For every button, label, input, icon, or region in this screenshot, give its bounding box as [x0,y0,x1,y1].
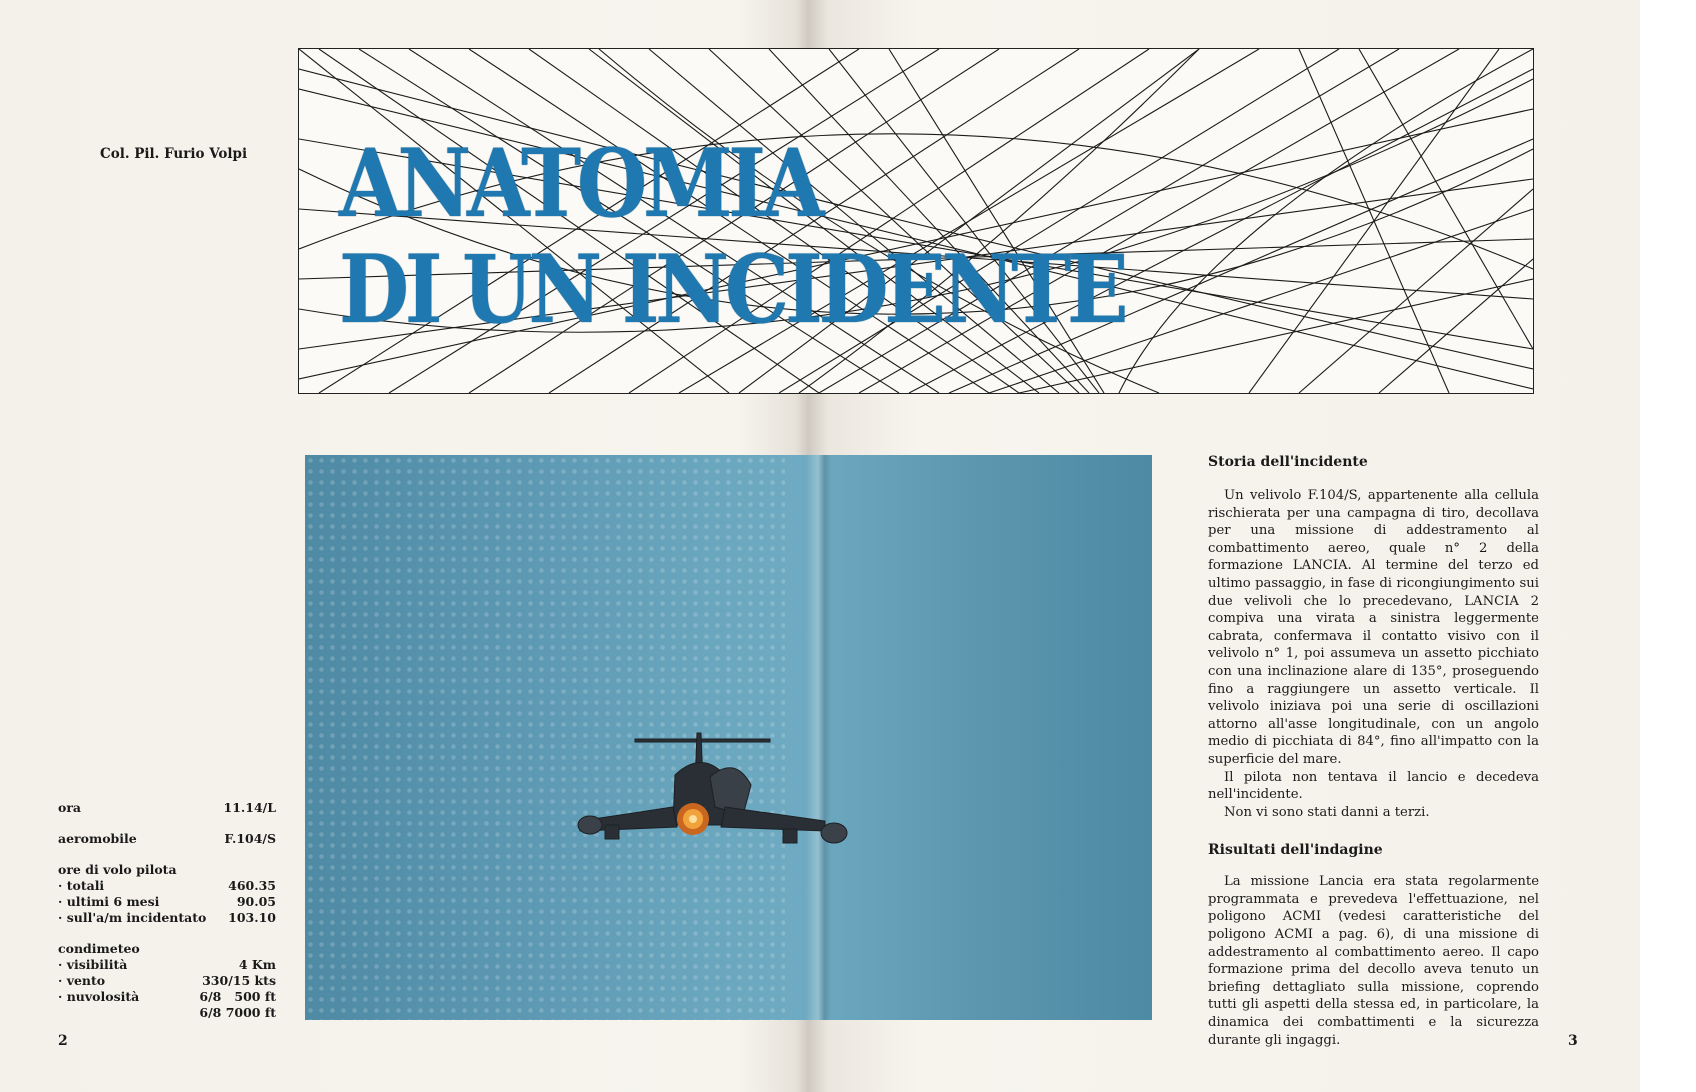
right-tank [821,823,847,843]
jet-silhouette [305,455,1152,1020]
paragraph: La missione Lancia era stata regolarmente programmata e prevedeva l'effettuazione, nel poligono ACMI (vedesi caratteristiche del poligono ACMI a pag. 6), di una missione di addestramento al combattimento aereo. Il capo formazione prima del decollo aveva tenuto un briefing dettagliato sulla missione, coprendo tutti gli aspetti della stessa ed, in particolare, la dinamica dei combattimenti e la sicurezza durante gli ingaggi. [1208,874,1539,1048]
left-pylon [605,825,619,839]
stat-value: 103.10 [228,910,276,925]
paragraph: Il pilota non tentava il lancio e decedeva nell'incidente. [1208,769,1539,803]
stat-group-label: condimeteo [58,941,140,956]
stat-value: 90.05 [236,894,276,909]
stat-label: · nuvolosità [58,989,140,1004]
stat-vento [58,973,276,989]
section-heading-storia: Storia dell'incidente [1208,454,1368,470]
page-number-right: 3 [1568,1033,1578,1049]
incident-data-panel [58,800,276,1021]
stat-ore-volo-heading [58,862,276,878]
stat-group-label: ore di volo pilota [58,862,177,877]
stat-label: ora [58,800,82,815]
stat-label: · vento [58,973,106,988]
section-heading-risultati: Risultati dell'indagine [1208,842,1383,859]
stat-value: 6/8 500 ft [199,989,276,1004]
stat-value: 330/15 kts [202,973,276,988]
left-tank [578,816,602,834]
title-line-1: ANATOMIA [339,129,821,239]
title-graphic [298,48,1534,394]
stat-value: 4 Km [238,957,276,972]
stat-label: aeromobile [58,831,137,846]
page-number-left: 2 [58,1033,68,1049]
stat-visibilita [58,957,276,973]
stat-value: 460.35 [228,878,276,893]
stat-label: · totali [58,878,105,893]
tailplane [635,739,770,742]
article-text [1208,453,1539,1049]
stat-aeromobile [58,831,276,847]
stat-label: · visibilità [58,957,128,972]
author-byline: Col. Pil. Furio Volpi [100,146,248,162]
stat-label: · ultimi 6 mesi [58,894,160,909]
stat-label: · sull'a/m incidentato [58,910,207,925]
stat-ultimi [58,894,276,910]
paragraph: Un velivolo F.104/S, appartenente alla cellula rischierata per una campagna di tiro, decollava per una missione di addestramento al combattimento aereo, quale n° 2 della formazione LANCIA. Al termine del terzo ed ultimo passaggio, in fase di ricongiungimento sui due velivoli che lo precedevano, LANCIA 2 compiva una virata a sinistra leggermente cabrata, confermava il contatto visivo con il velivolo n° 1, poi assumeva un assetto picchiato con una inclinazione alare di 135°, proseguendo fino a raggiungere un assetto verticale. Il velivolo iniziava poi una serie di oscillazioni attorno all'asse longitudinale, con un angolo medio di picchiata di 84°, fino all'impatto con la superficie del mare. [1208,488,1539,767]
stat-ora [58,800,276,816]
right-wing [721,807,825,831]
stat-value: 11.14/L [223,800,276,815]
aircraft-photo [305,455,1152,1020]
right-pylon [783,829,797,843]
stat-totali [58,878,276,894]
stat-value: 6/8 7000 ft [199,1005,276,1020]
paragraph: Non vi sono stati danni a terzi. [1224,804,1430,820]
stat-sullam [58,910,276,926]
stat-condimeteo-heading [58,941,276,957]
stat-value: F.104/S [224,831,276,846]
title-line-2: DI UN INCIDENTE [339,235,1125,345]
stat-nuvolosita-2 [58,1005,276,1021]
stat-nuvolosita [58,989,276,1005]
